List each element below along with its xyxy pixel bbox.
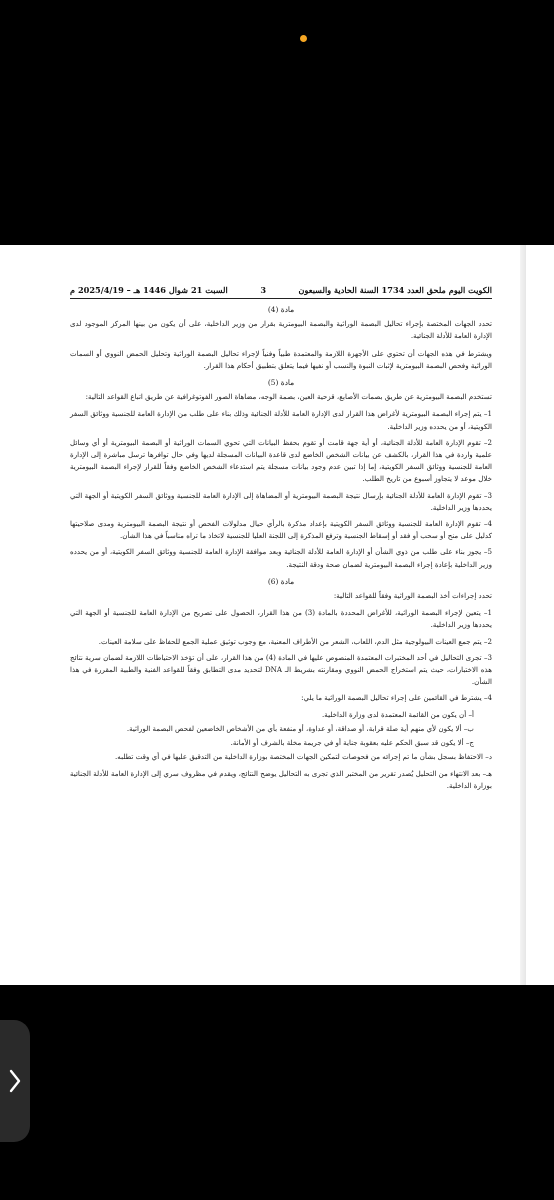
page-edge xyxy=(520,245,526,985)
list-item: 4– يشترط في القائمين على إجراء تحاليل البصمة الوراثية ما يلي: xyxy=(301,693,492,703)
document-page xyxy=(0,245,554,985)
back-button[interactable] xyxy=(0,1020,30,1142)
header-publication: الكويت اليوم ملحق العدد 1734 السنة الحادية والسبعون xyxy=(298,285,492,295)
list-item: 3– تجرى التحاليل في أحد المختبرات المعتمدة المنصوص عليها في المادة (4) من هذا القرار، على أن تؤخذ الاحتياطات اللازمة لضمان سرية نتائج هذه الاختبارات، حيث يتم استخراج الحمض النووي ومقارنته بشريط الـ DNA لتحديد مدى التطابق وفقاً للقواعد الفنية والطبية المقررة في هذا الشأن. xyxy=(70,652,493,687)
list-item: 1– يتم إجراء البصمة البيومترية لأغراض هذا القرار لدى الإدارة العامة للأدلة الجنائية وذلك بناء على طلب من الإدارة العامة للجنسية ووثائق السفر الكويتية، أو من يحدده وزير الداخلية. xyxy=(70,409,492,431)
document-body xyxy=(70,304,492,792)
paragraph: تحدد إجراءات أخذ البصمة الوراثية وفقاً للقواعد التالية: xyxy=(333,591,492,601)
list-item: 2– تقوم الإدارة العامة للأدلة الجنائية، أو أية جهة قامت أو تقوم بحفظ البيانات التي تحوي السمات الوراثية أو البصمة البيومترية أو أي وسائل علمية واردة في هذا القرار، بالكشف عن بيانات الشخص الخاضع لدى قاعدة البيانات المسجلة لديها وفي حال توافرها ترسل مباشرة إلى الإدارة العامة للجنسية ووثائق السفر الكويتية، إما إذا تبين عدم وجود بيانات مسجلة يتم استدعاء الشخص الخاضع وفقاً للقرار لإجراء البصمة البيومترية خلال موعد لا يتجاوز أسبوع من تاريخ الطلب. xyxy=(70,437,492,484)
list-item: 1– يتعين لإجراء البصمة الوراثية، للأغراض المحددة بالمادة (3) من هذا القرار، الحصول على تصريح من الإدارة العامة للجنسية أو الجهة التي يحددها وزير الداخلية. xyxy=(70,608,492,630)
header-page-number: 3 xyxy=(260,285,267,295)
list-item: 3– تقوم الإدارة العامة للأدلة الجنائية بإرسال نتيجة البصمة البيومترية أو المضاهاة إلى الإدارة العامة للجنسية ووثائق السفر الكويتية أو الجهة التي يحددها وزير الداخلية. xyxy=(70,490,492,512)
page-header xyxy=(70,285,492,299)
sub-list-item: ج– ألا يكون قد سبق الحكم عليه بعقوبة جناية أو في جريمة مخلة بالشرف أو الأمانة. xyxy=(230,738,474,748)
paragraph: تحدد الجهات المختصة بإجراء تحاليل البصمة الوراثية والبصمة البيومترية بقرار من وزير الداخلية، على أن يكون من بينها المركز الموجود لدى الإدارة العامة للأدلة الجنائية. xyxy=(70,319,492,341)
list-item: 4– تقوم الإدارة العامة للجنسية ووثائق السفر الكويتية بإعداد مذكرة بالرأي حيال مدلولات الفحص أو نتيجة البصمة البيومترية ومدى صلاحيتها كدليل على منح أو سحب أو فقد أو إسقاط الجنسية وترفع المذكرة إلى اللجنة العليا للجنسية لاتخاذ ما تراه مناسباً في هذا الشأن. xyxy=(70,519,492,541)
header-date: السبت 21 شوال 1446 هـ – 2025/4/19 م xyxy=(70,285,228,295)
list-item: د– الاحتفاظ بسجل بشأن ما تم إجرائه من فحوصات لتمكين الجهات المختصة بوزارة الداخلية من التدقيق عليها في أي وقت تطلبه. xyxy=(115,752,492,762)
article-title: مادة (4) xyxy=(267,305,295,314)
article-title: مادة (5) xyxy=(267,378,295,388)
sub-list-item: أ– أن يكون من القائمة المعتمدة لدى وزارة الداخلية. xyxy=(322,709,474,719)
recording-indicator xyxy=(300,35,307,42)
list-item: 2– يتم جمع العينات البيولوجية مثل الدم، اللعاب، الشعر من الأطراف المعنية، مع وجوب توثيق عملية الجمع للحفاظ على سلامة العينات. xyxy=(98,636,492,646)
article-title: مادة (6) xyxy=(267,576,295,586)
paragraph: ويشترط في هذه الجهات أن تحتوي على الأجهزة اللازمة والمعتمدة طبياً وفنياً لإجراء تحاليل البصمة الوراثية وتحليل الحمض النووي أو السمات الوراثية وفحص البصمة البيومترية لإثبات النبوة والنسب أو نفيها فيما يتعلق بتطبيق أحكام هذا القرار. xyxy=(70,348,492,370)
chevron-right-icon xyxy=(8,1068,22,1094)
sub-list-item: ب– ألا يكون لأي منهم أية صلة قرابة، أو صداقة، أو عداوة، أو منفعة بأي من الأشخاص الخاضعين لفحص البصمة الوراثية. xyxy=(126,723,474,733)
list-item: هـ– بعد الانتهاء من التحليل يُصدر تقرير من المختبر الذي تجرى به التحاليل يوضح النتائج، ويقدم في مظروف سري إلى الإدارة العامة للأدلة الجنائية بوزارة الداخلية. xyxy=(70,768,492,790)
paragraph: تستخدم البصمة البيومترية عن طريق بصمات الأصابع، قزحية العين، بصمة الوجه، مضاهاة الصور الفوتوغرافية عن طريق اتباع القواعد التالية: xyxy=(85,392,492,402)
list-item: 5– يجوز بناء على طلب من ذوي الشأن أو الإدارة العامة للأدلة الجنائية وبعد موافقة الإدارة العامة للجنسية ووثائق السفر الكويتية، أو من يحدده وزير الداخلية بإعادة إجراء البصمة البيومترية لضمان صحة ودقة النتيجة. xyxy=(70,547,492,569)
